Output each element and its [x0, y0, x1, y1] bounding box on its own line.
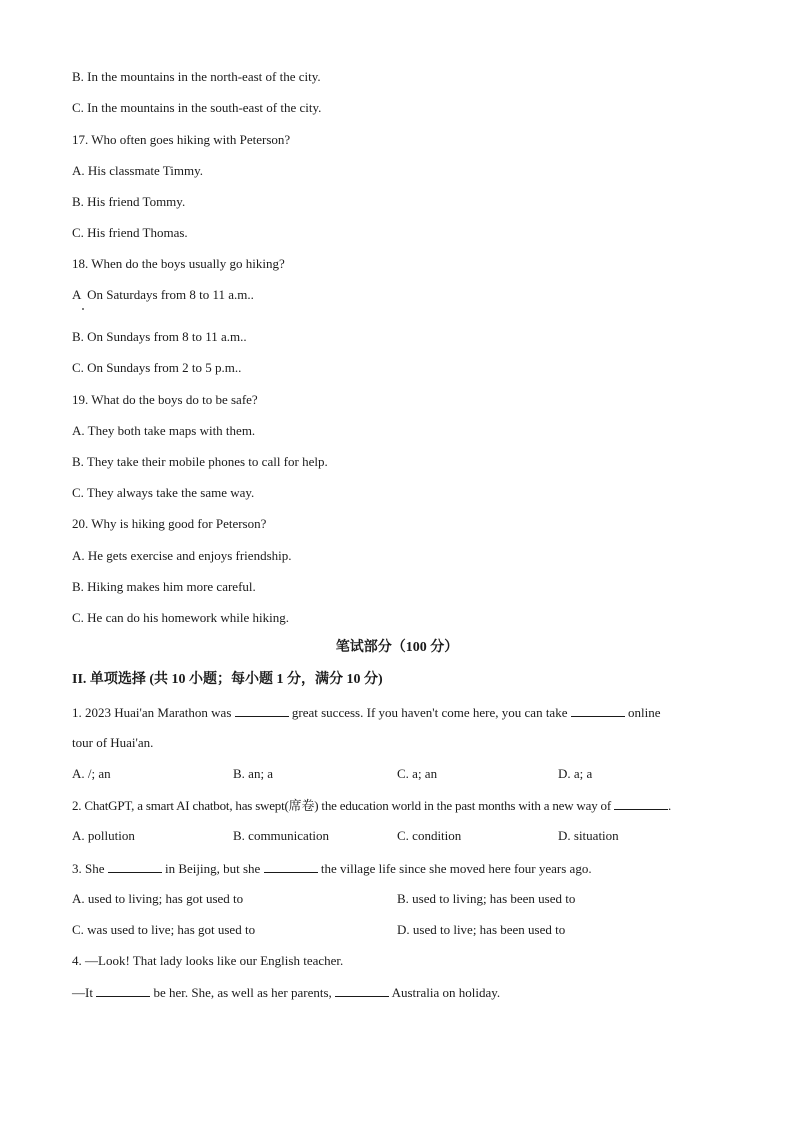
- q17-option-b: B. His friend Tommy.: [72, 194, 186, 209]
- q3-blank-2: [264, 860, 318, 873]
- q4-stem: 4. —Look! That lady looks like our English teacher.: [72, 953, 344, 968]
- q20-option-b: B. Hiking makes him more careful.: [72, 579, 256, 594]
- q2-option-c: C. condition: [397, 828, 462, 843]
- q20-option-a: A. He gets exercise and enjoys friendship.: [72, 548, 292, 563]
- q19-option-c: C. They always take the same way.: [72, 485, 255, 500]
- q17-stem: 17. Who often goes hiking with Peterson?: [72, 132, 291, 147]
- q2-text-1: 2. ChatGPT, a smart AI chatbot, has swept(席卷) the education world in the past months with a new way of: [72, 798, 611, 813]
- q18-option-b: B. On Sundays from 8 to 11 a.m..: [72, 329, 247, 344]
- stray-dot: [82, 308, 84, 310]
- q19-option-b: B. They take their mobile phones to call for help.: [72, 454, 328, 469]
- q2-option-d: D. situation: [558, 828, 619, 843]
- q1-option-a: A. /; an: [72, 766, 111, 781]
- q20-option-c: C. He can do his homework while hiking.: [72, 610, 289, 625]
- section-heading: II. 单项选择 (共 10 小题；每小题 1 分，满分 10 分): [72, 672, 383, 687]
- q2-option-a: A. pollution: [72, 828, 135, 843]
- q3-stem: [72, 860, 592, 877]
- q1-stem: [72, 704, 660, 721]
- q16-option-b: B. In the mountains in the north-east of the city.: [72, 69, 321, 84]
- q19-option-a: A. They both take maps with them.: [72, 423, 256, 438]
- q1-text-3: online: [627, 705, 661, 720]
- q1-text-2: great success. If you haven't come here, you can take: [291, 705, 568, 720]
- q1-text-1: 1. 2023 Huai'an Marathon was: [72, 705, 232, 720]
- q1-option-b: B. an; a: [233, 766, 274, 781]
- q4-blank-1: [96, 984, 150, 997]
- q19-stem: 19. What do the boys do to be safe?: [72, 392, 258, 407]
- q1-option-d: D. a; a: [558, 766, 593, 781]
- q3-blank-1: [108, 860, 162, 873]
- q17-option-c: C. His friend Thomas.: [72, 225, 188, 240]
- q3-option-c: C. was used to live; has got used to: [72, 922, 256, 937]
- q1-blank-2: [571, 704, 625, 717]
- q3-text-2: in Beijing, but she: [165, 861, 261, 876]
- q18-stem: 18. When do the boys usually go hiking?: [72, 256, 285, 271]
- q2-option-b: B. communication: [233, 828, 330, 843]
- q4-response: [72, 984, 500, 1001]
- q4-text-3: Australia on holiday.: [391, 985, 501, 1000]
- q3-option-a: A. used to living; has got used to: [72, 891, 244, 906]
- q18-option-a: A On Saturdays from 8 to 11 a.m..: [72, 287, 254, 302]
- q1-option-c: C. a; an: [397, 766, 438, 781]
- q2-stem: [72, 797, 671, 814]
- q3-option-d: D. used to live; has been used to: [397, 922, 566, 937]
- q1-stem-line2: tour of Huai'an.: [72, 735, 154, 750]
- q1-blank-1: [235, 704, 289, 717]
- q4-text-1: —It: [72, 985, 93, 1000]
- q17-option-a: A. His classmate Timmy.: [72, 163, 203, 178]
- q20-stem: 20. Why is hiking good for Peterson?: [72, 516, 267, 531]
- q16-option-c: C. In the mountains in the south-east of the city.: [72, 100, 322, 115]
- q2-blank: [614, 797, 668, 810]
- q3-option-b: B. used to living; has been used to: [397, 891, 576, 906]
- q2-text-2: .: [668, 798, 672, 813]
- q4-text-2: be her. She, as well as her parents,: [153, 985, 332, 1000]
- q3-text-1: 3. She: [72, 861, 105, 876]
- written-part-title: 笔试部分（100 分）: [335, 640, 459, 655]
- q18-option-c: C. On Sundays from 2 to 5 p.m..: [72, 360, 242, 375]
- q4-blank-2: [335, 984, 389, 997]
- q3-text-3: the village life since she moved here four years ago.: [320, 861, 592, 876]
